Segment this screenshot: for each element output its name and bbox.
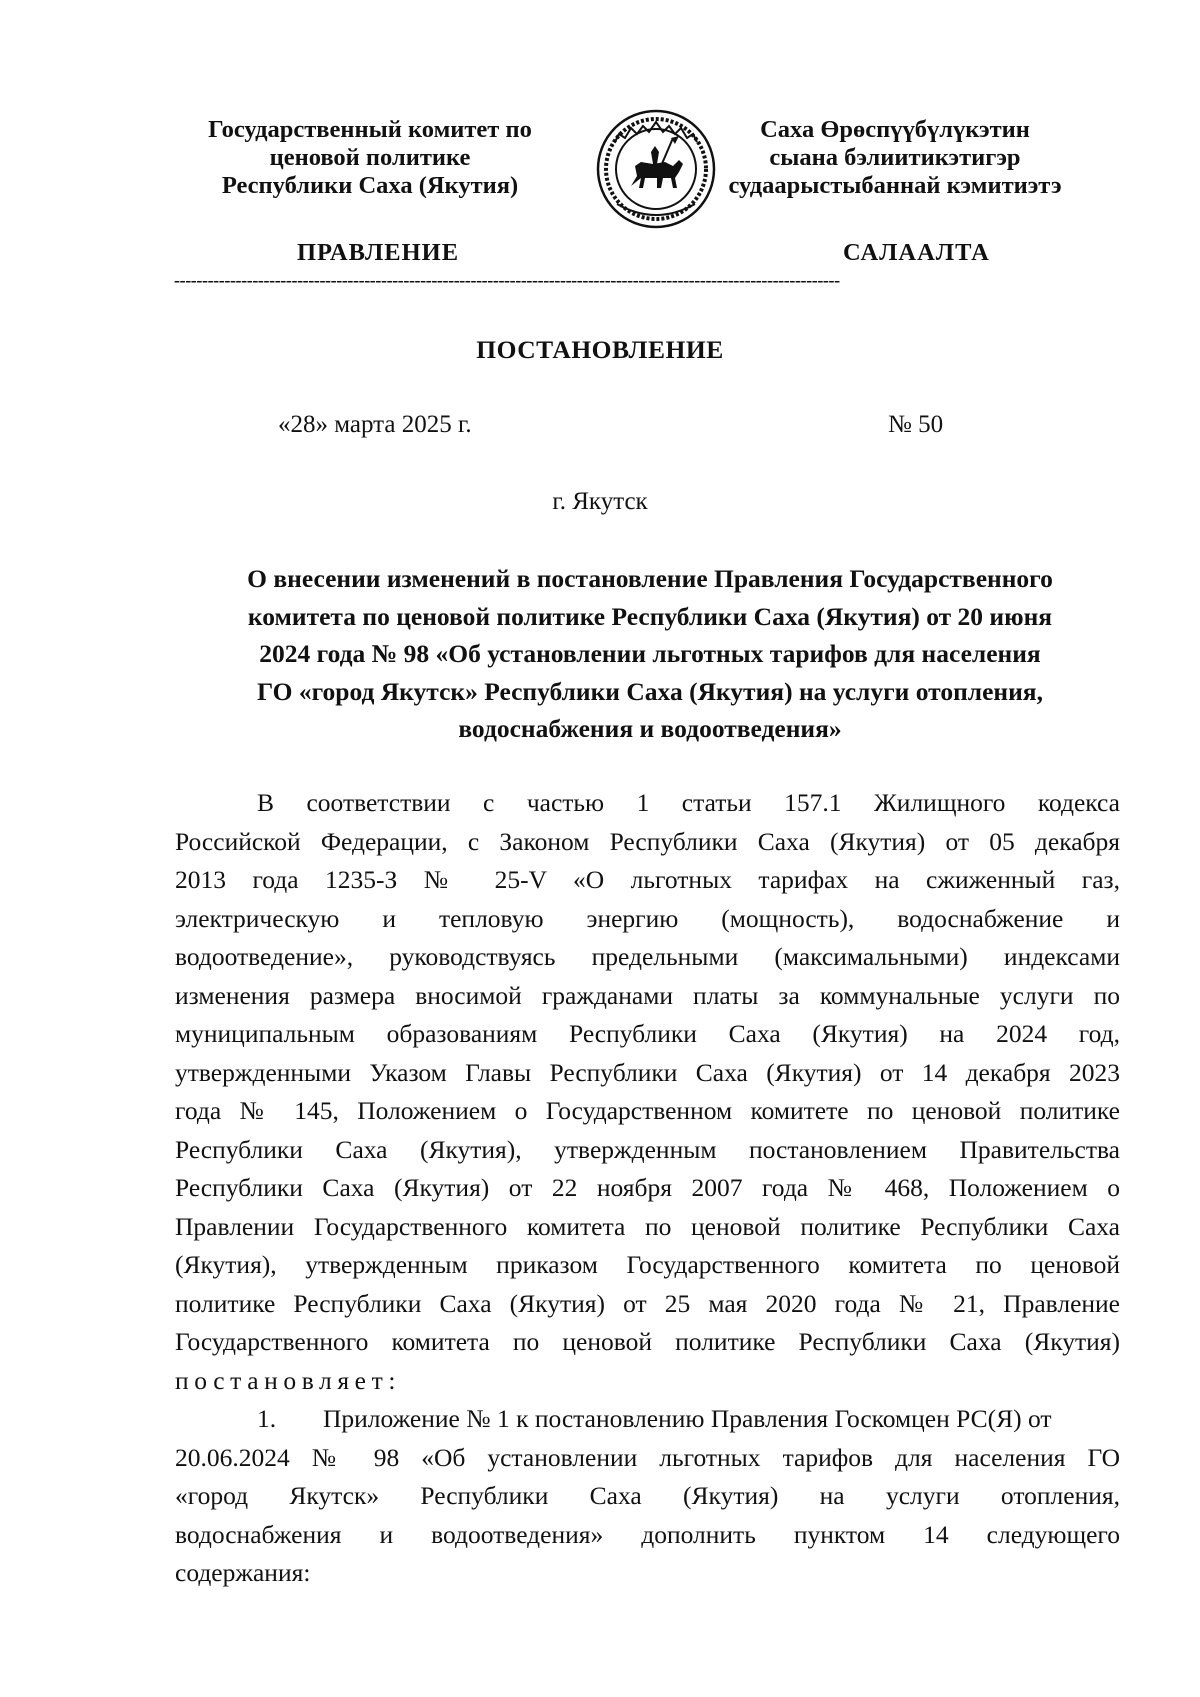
header-left-line: Республики Саха (Якутия): [221, 172, 519, 199]
body-line: Республики Саха (Якутия) от 22 ноября 2007 года № 468, Положением о: [175, 1173, 1120, 1202]
header-right-line: Саха Өрөспүүбүлүкэтин: [760, 116, 1030, 143]
body-line: муниципальным образованиям Республики Саха (Якутия) на 2024 год,: [175, 1019, 1120, 1048]
document-number: № 50: [888, 411, 944, 438]
body-line: года № 145, Положением о Государственном комитете по ценовой политике: [175, 1096, 1120, 1125]
body-line: (Якутия), утвержденным приказом Государственного комитета по ценовой: [175, 1250, 1120, 1279]
body-line: Республики Саха (Якутия), утвержденным постановлением Правительства: [175, 1134, 1120, 1164]
body-line: содержания:: [175, 1558, 311, 1587]
title-line: ГО «город Якутск» Республики Саха (Якутия) на услуги отопления,: [257, 676, 1043, 706]
body-line: водоотведение», руководствуясь предельными (максимальными) индексами: [175, 942, 1120, 971]
body-line: электрическую и тепловую энергию (мощность), водоснабжение и: [175, 903, 1120, 933]
body-line: изменения размера вносимой гражданами платы за коммунальные услуги по: [175, 980, 1120, 1010]
body-line: Российской Федерации, с Законом Республики Саха (Якутия) от 05 декабря: [175, 826, 1120, 856]
item-1-first-line: [175, 1400, 1120, 1439]
item-1-number: 1.: [257, 1404, 277, 1433]
body-line: Государственного комитета по ценовой политике Республики Саха (Якутия): [175, 1327, 1120, 1356]
document-type: ПОСТАНОВЛЕНИЕ: [476, 335, 724, 364]
header-right-line: сыана бэлиитикэтигэр: [769, 144, 1021, 171]
title-line: комитета по ценовой политике Республики Саха (Якутия) от 20 июня: [247, 601, 1053, 631]
body-line: «город Якутск» Республики Саха (Якутия) на услуги отопления,: [175, 1481, 1120, 1510]
body-line: Правлении Государственного комитета по ценовой политике Республики Саха: [175, 1211, 1120, 1241]
body-line: политике Республики Саха (Якутия) от 25 мая 2020 года № 21, Правление: [175, 1288, 1120, 1318]
header-right-org-name: [715, 116, 1075, 200]
body-line: утвержденными Указом Главы Республики Саха (Якутия) от 14 декабря 2023: [175, 1057, 1120, 1087]
resolves-word: постановляет:: [175, 1365, 402, 1395]
body-line: водоснабжения и водоотведения» дополнить пунктом 14 следующего: [175, 1519, 1120, 1549]
body-line: 20.06.2024 № 98 «Об установлении льготных тарифов для населения ГО: [175, 1442, 1120, 1472]
document-body: [175, 784, 1120, 1593]
title-line: водоснабжения и водоотведения»: [458, 714, 842, 744]
header-left-line: ценовой политике: [269, 144, 471, 171]
document-title: [175, 560, 1125, 748]
body-line: В соответствии с частью 1 статьи 157.1 Жилищного кодекса: [257, 788, 1120, 817]
board-label-ru: ПРАВЛЕНИЕ: [297, 239, 460, 266]
header-divider: -----------------------------------------------------------------------------------------------------------------------: [174, 270, 840, 290]
header-right-line: судаарыстыбаннай кэмитиэтэ: [728, 172, 1062, 199]
document-city: г. Якутск: [552, 488, 648, 515]
header-left-line: Государственный комитет по: [208, 116, 532, 143]
body-line: Приложение № 1 к постановлению Правления Госкомцен РС(Я) от: [323, 1404, 1052, 1433]
title-line: О внесении изменений в постановление Правления Государственного: [247, 564, 1053, 593]
coat-of-arms-emblem-icon: [595, 108, 717, 230]
body-line: 2013 года 1235-З № 25-V «О льготных тарифах на сжиженный газ,: [175, 865, 1120, 894]
header-left-org-name: [180, 116, 560, 200]
document-date: «28» марта 2025 г.: [278, 411, 472, 438]
board-label-sakha: САЛААЛТА: [843, 239, 990, 266]
title-line: 2024 года № 98 «Об установлении льготных тарифов для населения: [259, 639, 1041, 669]
